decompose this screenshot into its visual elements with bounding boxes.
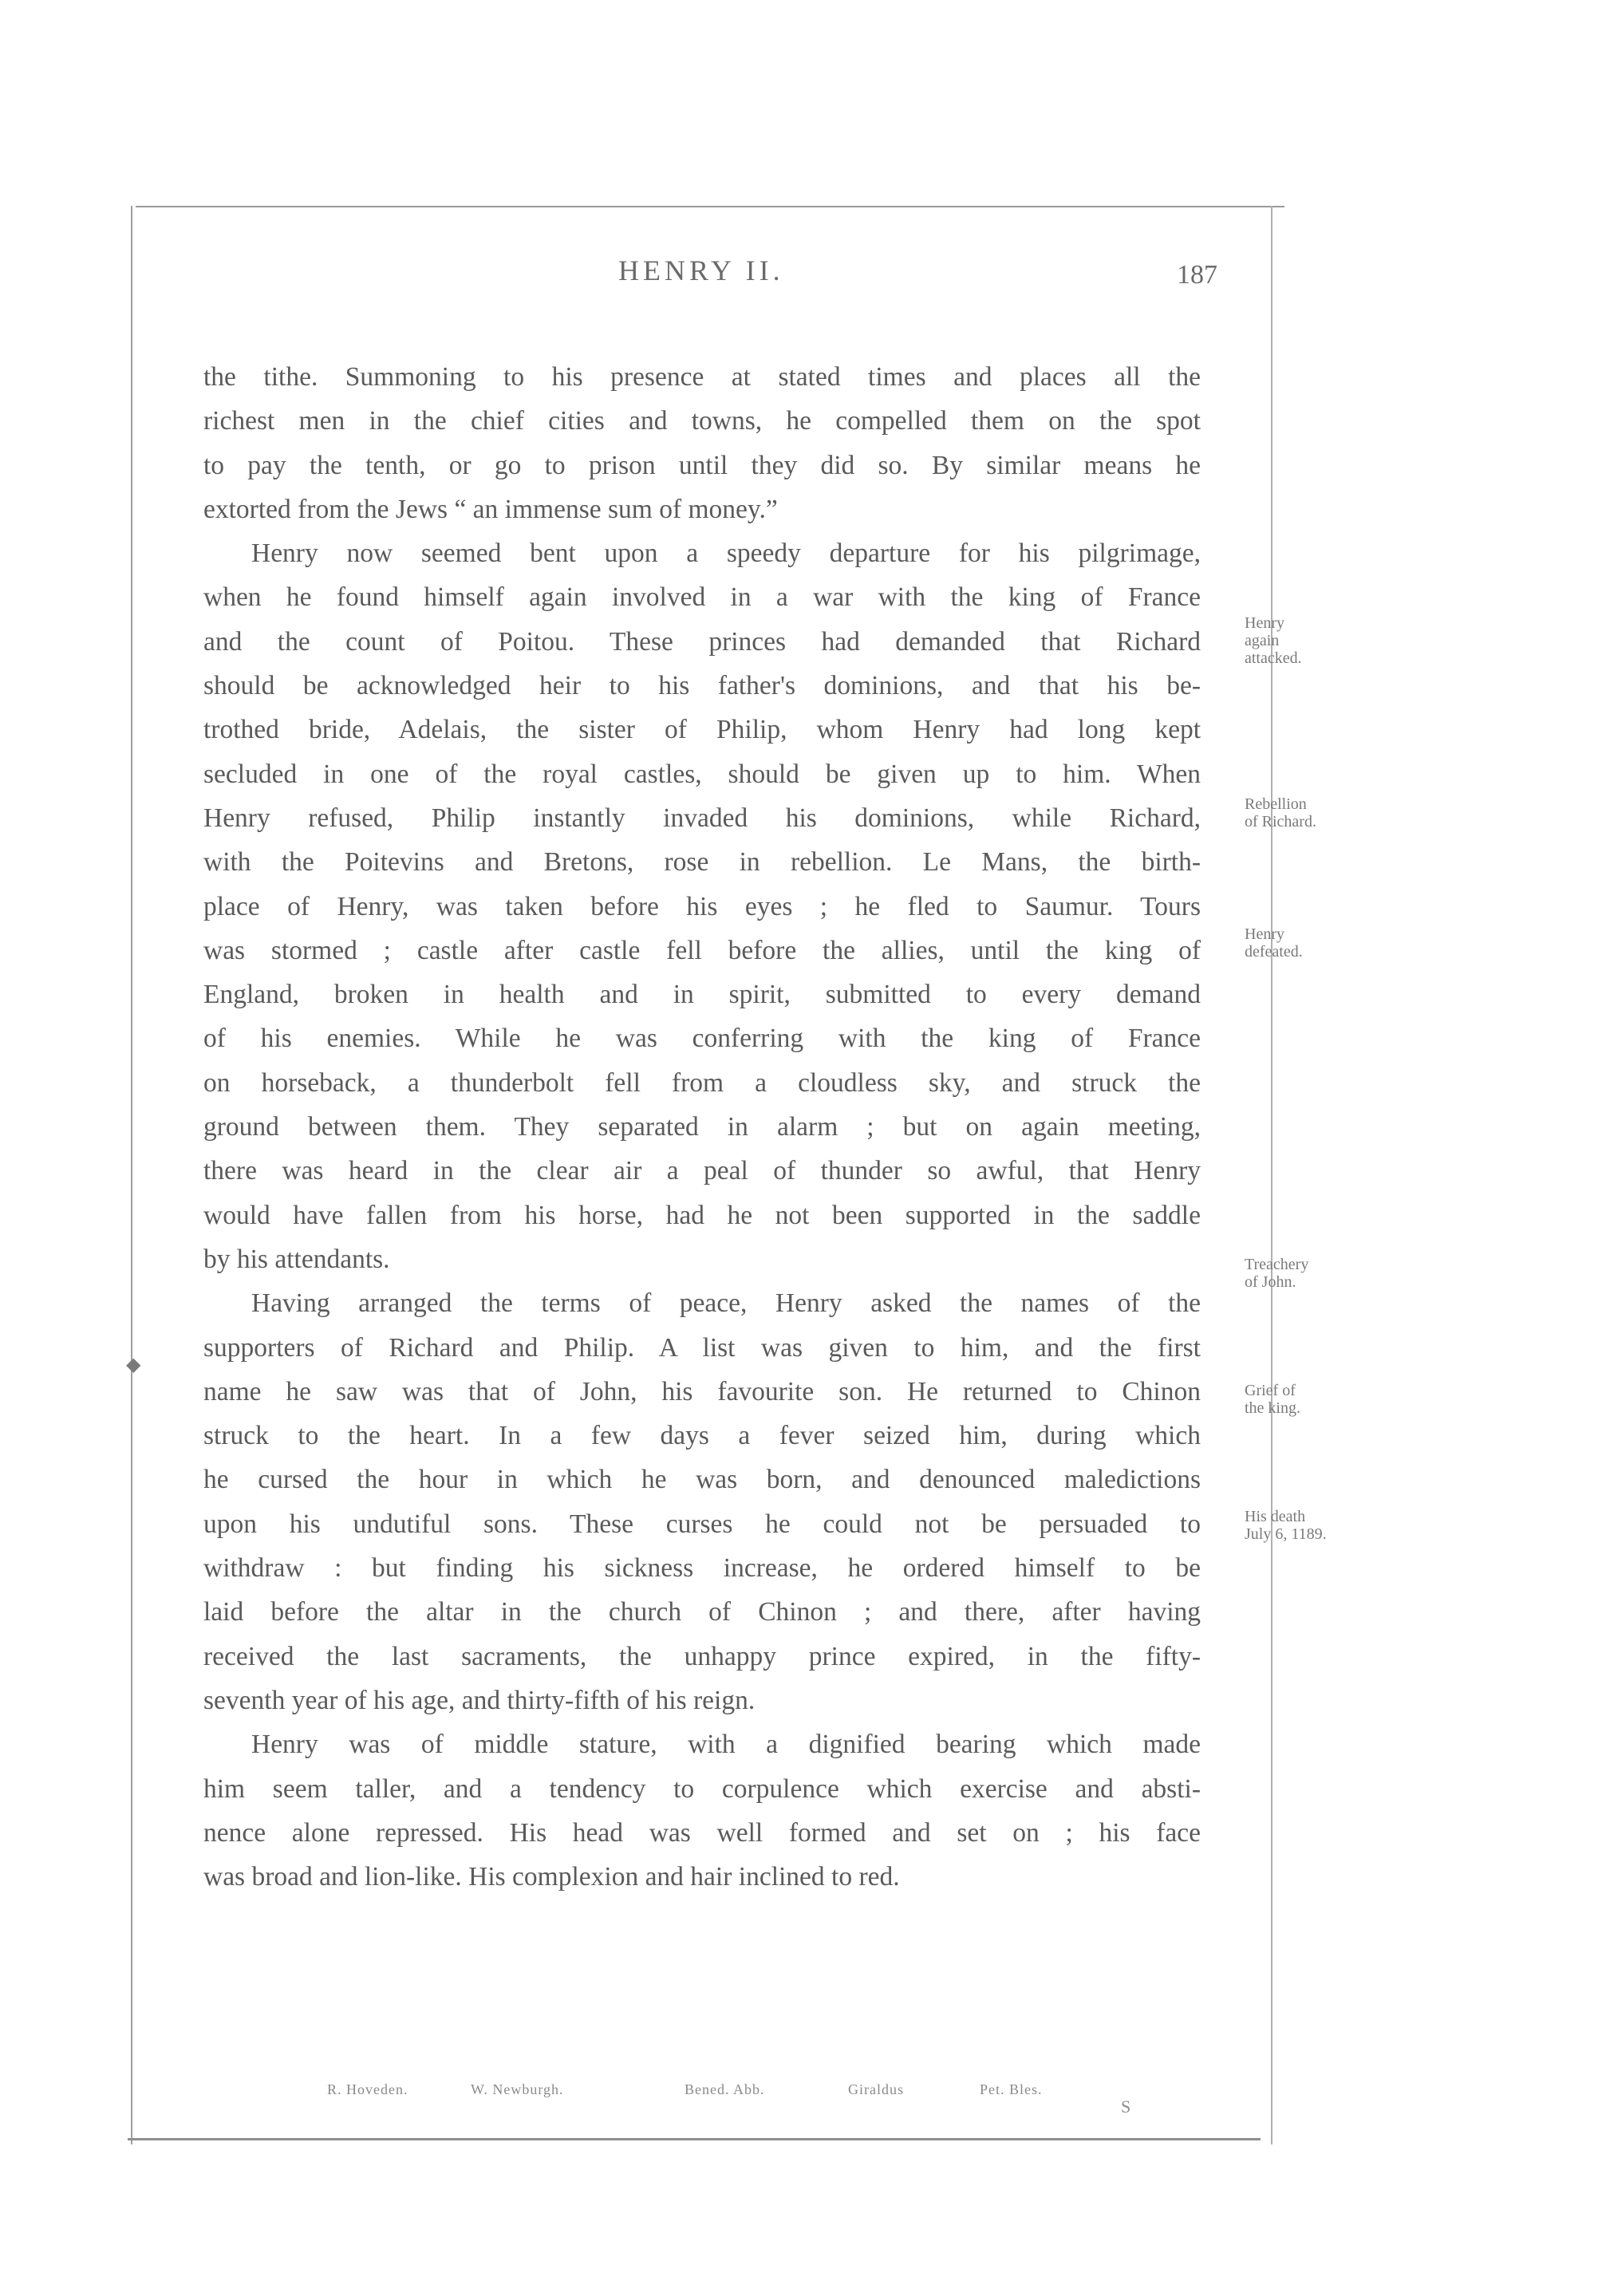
footer-ref: Giraldus [848, 2081, 904, 2097]
page-number: 187 [1177, 260, 1217, 290]
body-line: Henry now seemed bent upon a speedy departure for his pilgrimage, [251, 538, 1201, 569]
body-line: name he saw was that of John, his favourite son. He returned to Chinon [203, 1376, 1201, 1406]
sidenote-line: Treachery [1245, 1256, 1309, 1273]
footer-ref: Pet. Bles. [980, 2081, 1043, 2097]
body-text [203, 355, 1201, 1899]
body-line: received the last sacraments, the unhappy prince expired, in the fifty- [203, 1641, 1201, 1671]
body-line: richest men in the chief cities and towns, he compelled them on the spot [203, 406, 1201, 436]
body-line: with the Poitevins and Bretons, rose in rebellion. Le Mans, the birth- [203, 847, 1201, 878]
sidenote-grief [1245, 1382, 1420, 1417]
body-line: secluded in one of the royal castles, should be given up to him. When [203, 759, 1201, 789]
sidenote-line: of John. [1245, 1273, 1296, 1291]
sidenote-line: attacked. [1245, 649, 1302, 667]
body-line: was broad and lion-like. His complexion and hair inclined to red. [203, 1862, 900, 1892]
sidenote-death [1245, 1508, 1420, 1543]
body-line: supporters of Richard and Philip. A list was given to him, and the first [203, 1332, 1201, 1363]
sidenote-henry-attacked [1245, 614, 1420, 667]
body-line: on horseback, a thunderbolt fell from a cloudless sky, and struck the [203, 1067, 1201, 1098]
body-line: laid before the altar in the church of Chinon ; and there, after having [203, 1597, 1201, 1627]
sidenote-line: of Richard. [1245, 813, 1316, 830]
body-line: when he found himself again involved in a war with the king of France [203, 582, 1201, 613]
body-line: Henry was of middle stature, with a dignified bearing which made [251, 1730, 1201, 1760]
body-line: England, broken in health and in spirit, submitted to every demand [203, 980, 1201, 1010]
body-line: seventh year of his age, and thirty-fifth of his reign. [203, 1685, 756, 1715]
body-line: would have fallen from his horse, had he not been supported in the saddle [203, 1200, 1201, 1230]
sidenote-line: His death [1245, 1508, 1306, 1525]
body-line: place of Henry, was taken before his eyes ; he fled to Saumur. Tours [203, 891, 1201, 921]
body-line: nence alone repressed. His head was well formed and set on ; his face [203, 1817, 1201, 1848]
margin-mark: ◆ [126, 1355, 141, 1375]
body-line: Henry refused, Philip instantly invaded his dominions, while Richard, [203, 803, 1201, 833]
footer-ref: W. Newburgh. [471, 2081, 564, 2097]
body-line: withdraw : but finding his sickness increase, he ordered himself to be [203, 1553, 1201, 1584]
page-frame-top-rule [136, 206, 1284, 207]
body-line: was stormed ; castle after castle fell before the allies, until the king of [203, 935, 1201, 965]
sidenote-line: Rebellion [1245, 795, 1307, 813]
sidenote-line: again [1245, 632, 1280, 649]
sidenote-line: the king. [1245, 1399, 1300, 1417]
body-line: him seem taller, and a tendency to corpulence which exercise and absti- [203, 1773, 1201, 1804]
sidenote-line: defeated. [1245, 943, 1303, 961]
footer-ref: Bened. Abb. [685, 2081, 765, 2097]
body-line: to pay the tenth, or go to prison until they did so. By similar means he [203, 450, 1201, 480]
body-line: trothed bride, Adelais, the sister of Philip, whom Henry had long kept [203, 715, 1201, 745]
body-line: should be acknowledged heir to his father's dominions, and that his be- [203, 671, 1201, 701]
page-frame-bottom-rule [128, 2138, 1261, 2140]
page-frame-left-rule [131, 206, 132, 2144]
body-line: struck to the heart. In a few days a fever seized him, during which [203, 1421, 1201, 1451]
sidenote-henry-defeated [1245, 925, 1420, 961]
body-line: he cursed the hour in which he was born, and denounced maledictions [203, 1465, 1201, 1495]
sidenote-line: Grief of [1245, 1382, 1296, 1399]
sidenote-line: July 6, 1189. [1245, 1525, 1327, 1543]
body-line: the tithe. Summoning to his presence at stated times and places all the [203, 362, 1201, 392]
sidenote-line: Henry [1245, 925, 1284, 943]
signature-mark: S [1121, 2097, 1131, 2117]
body-line: Having arranged the terms of peace, Henry asked the names of the [251, 1288, 1201, 1319]
body-line: upon his undutiful sons. These curses he could not be persuaded to [203, 1509, 1201, 1539]
sidenote-line: Henry [1245, 614, 1284, 632]
page-frame-right-rule [1271, 206, 1272, 2144]
footer-ref: R. Hoveden. [327, 2081, 408, 2097]
sidenote-treachery [1245, 1256, 1420, 1291]
body-line: extorted from the Jews “ an immense sum of money.” [203, 494, 778, 524]
body-line: ground between them. They separated in alarm ; but on again meeting, [203, 1112, 1201, 1142]
body-line: there was heard in the clear air a peal of thunder so awful, that Henry [203, 1156, 1201, 1186]
running-title: HENRY II. [618, 254, 784, 286]
footer-references [0, 2081, 1276, 2105]
page-header [0, 254, 1276, 302]
body-line: by his attendants. [203, 1244, 390, 1274]
sidenote-rebellion [1245, 795, 1420, 830]
body-line: and the count of Poitou. These princes had demanded that Richard [203, 626, 1201, 657]
body-line: of his enemies. While he was conferring with the king of France [203, 1024, 1201, 1054]
